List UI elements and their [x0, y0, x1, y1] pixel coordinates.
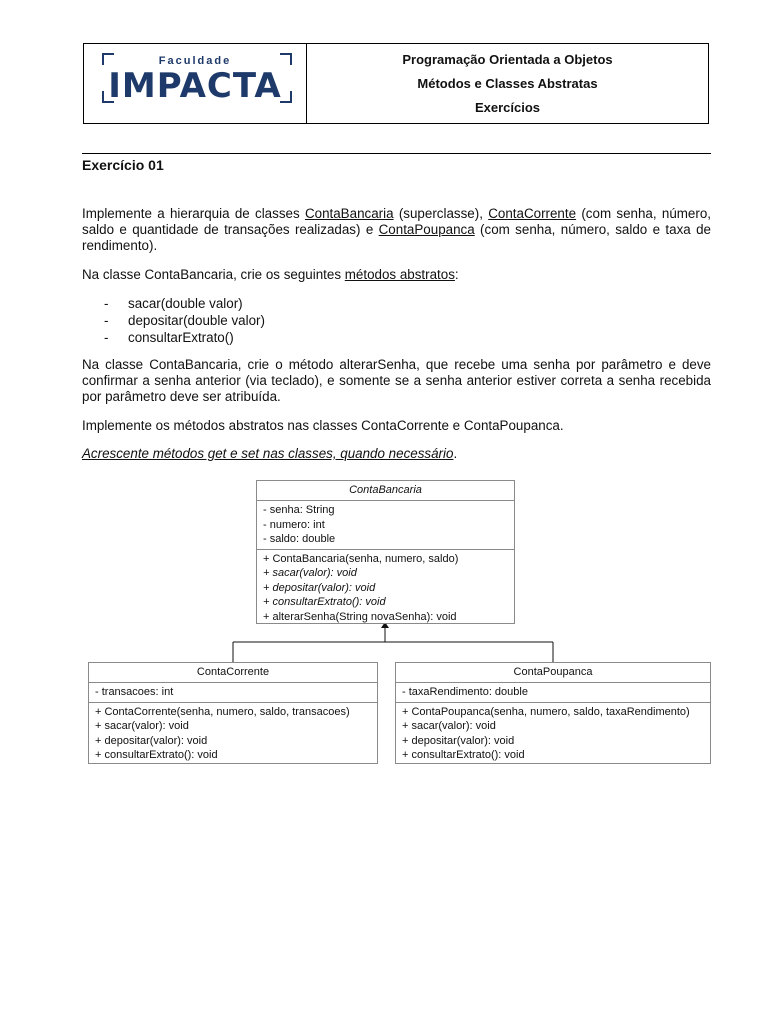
- text: .: [453, 446, 458, 461]
- list-item: - consultarExtrato(): [104, 330, 234, 345]
- method: + ContaBancaria(senha, numero, saldo): [263, 552, 459, 565]
- text: (com senha, número, saldo e taxa de rendimento).: [82, 222, 711, 253]
- class-name: ContaBancaria: [257, 481, 514, 501]
- exercise-title: Exercício 01: [82, 157, 164, 173]
- attribute: - numero: int: [263, 518, 325, 531]
- course-title: Programação Orientada a Objetos: [402, 51, 613, 67]
- method: + depositar(valor): void: [402, 734, 515, 747]
- class-attributes: [89, 683, 377, 703]
- method: + ContaCorrente(senha, numero, saldo, transacoes): [95, 705, 350, 718]
- uml-class-contacorrente: [88, 662, 378, 764]
- class-attributes: [396, 683, 710, 703]
- method: + consultarExtrato(): void: [95, 749, 218, 761]
- underlined-text: Acrescente métodos get e set nas classes, quando necessário: [82, 446, 454, 461]
- text: Na classe ContaBancaria, crie os seguintes: [82, 267, 345, 282]
- paragraph-3: Na classe ContaBancaria, crie o método alterarSenha, que recebe uma senha por parâmetro e deve confirmar a senha anterior (via teclado), e somente se a senha anterior estiver correta a senha recebida por parâmetro deve ser atribuída.: [82, 357, 711, 404]
- method: + depositar(valor): void: [95, 734, 208, 747]
- list-item: - depositar(double valor): [104, 313, 265, 328]
- class-methods: [89, 703, 377, 765]
- uml-class-contapoupanca: [395, 662, 711, 764]
- uml-class-contabancaria: [256, 480, 515, 624]
- list-item-text: consultarExtrato(): [128, 330, 234, 345]
- text: :: [454, 267, 459, 282]
- paragraph-4: Implemente os métodos abstratos nas classes ContaCorrente e ContaPoupanca.: [82, 418, 564, 433]
- method: + consultarExtrato(): void: [402, 749, 525, 761]
- class-attributes: [257, 501, 514, 550]
- method: + ContaPoupanca(senha, numero, saldo, taxaRendimento): [402, 705, 690, 718]
- method: + alterarSenha(String novaSenha): void: [263, 610, 457, 623]
- abstract-method: + sacar(valor): void: [263, 567, 357, 579]
- abstract-method: + consultarExtrato(): void: [263, 596, 386, 608]
- attribute: - taxaRendimento: double: [402, 686, 528, 698]
- text: (com senha, número, saldo e quantidade de transações realizadas) e: [82, 206, 712, 237]
- method: + sacar(valor): void: [95, 720, 189, 732]
- underlined-text: ContaPoupanca: [378, 222, 475, 237]
- text: Implemente a hierarquia de classes: [82, 206, 305, 221]
- attribute: - transacoes: int: [95, 686, 174, 698]
- class-methods: [396, 703, 710, 765]
- list-item-text: sacar(double valor): [128, 296, 243, 311]
- underlined-text: métodos abstratos: [344, 267, 455, 282]
- abstract-method: + depositar(valor): void: [263, 581, 376, 594]
- list-item-text: depositar(double valor): [128, 313, 265, 328]
- attribute: - saldo: double: [263, 533, 336, 545]
- section-title: Exercícios: [474, 99, 541, 115]
- class-methods: [257, 550, 514, 627]
- underlined-text: ContaCorrente: [488, 206, 577, 221]
- class-name: ContaCorrente: [89, 663, 377, 683]
- logo-impacta-text: IMPACTA: [108, 66, 282, 106]
- class-name: ContaPoupanca: [396, 663, 710, 683]
- logo-faculdade-text: Faculdade: [158, 55, 232, 67]
- topic-title: Métodos e Classes Abstratas: [417, 75, 598, 91]
- text: (superclasse),: [393, 206, 489, 221]
- list-item: - sacar(double valor): [104, 296, 243, 311]
- underlined-text: ContaBancaria: [304, 206, 394, 221]
- method: + sacar(valor): void: [402, 720, 496, 732]
- attribute: - senha: String: [263, 504, 335, 516]
